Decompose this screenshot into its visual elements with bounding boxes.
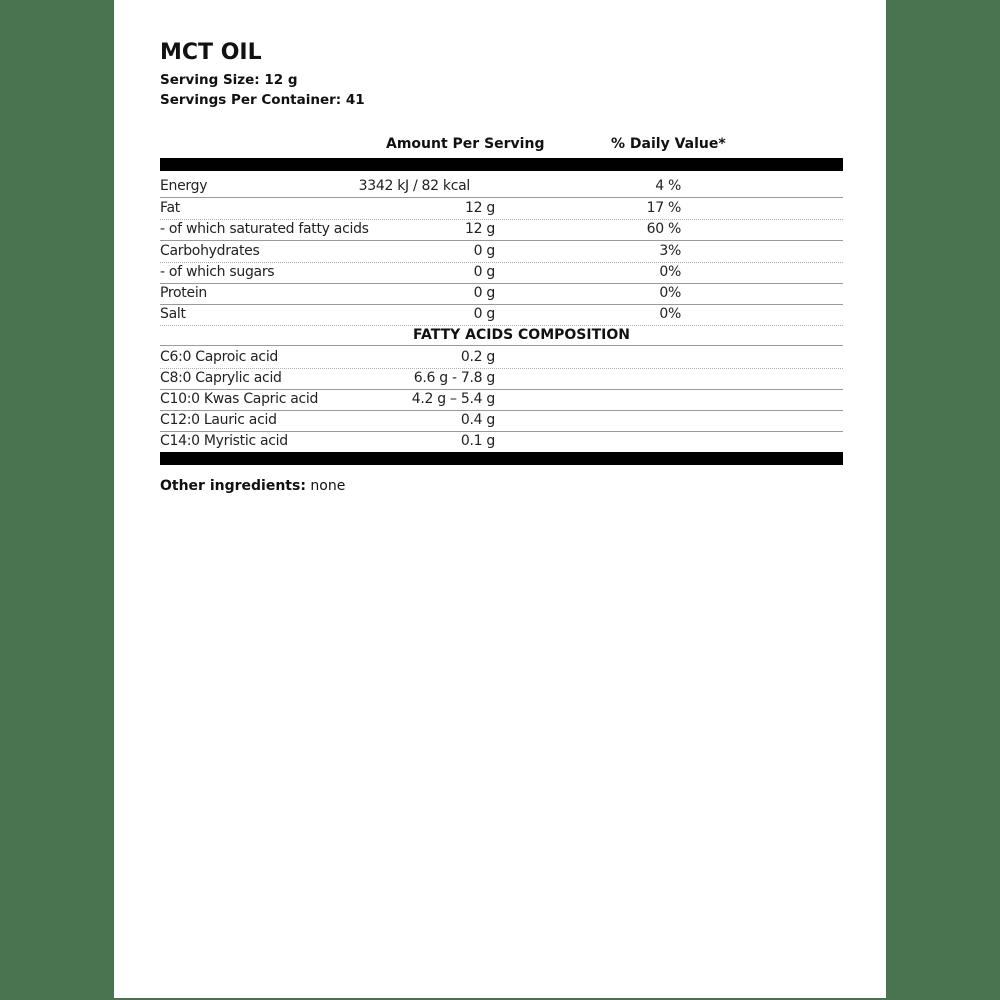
nutrient-dv: 0%: [659, 306, 681, 322]
nutrient-amount: 12 g: [465, 221, 495, 237]
nutrient-name: - of which saturated fatty acids: [160, 221, 369, 237]
nutrient-amount: 12 g: [465, 200, 495, 216]
nutrient-row-fat: [160, 198, 843, 220]
fatty-acids-heading: FATTY ACIDS COMPOSITION: [160, 325, 843, 346]
nutrient-dv: 4 %: [655, 178, 681, 194]
fatty-acid-amount: 6.6 g - 7.8 g: [413, 370, 495, 386]
nutrient-row-protein: [160, 283, 843, 305]
nutrition-label-page: [114, 0, 886, 998]
fatty-acid-amount: 4.2 g – 5.4 g: [411, 391, 495, 407]
serving-size: Serving Size: 12 g: [160, 72, 298, 88]
fatty-acid-row: [160, 368, 843, 390]
nutrient-amount: 0 g: [473, 285, 495, 301]
fatty-acid-row: [160, 347, 843, 369]
nutrient-row-sugars: [160, 262, 843, 284]
nutrient-amount: 0 g: [473, 306, 495, 322]
nutrient-name: Salt: [160, 306, 186, 322]
fatty-acid-name: C12:0 Lauric acid: [160, 412, 277, 428]
fatty-acid-amount: 0.4 g: [460, 412, 495, 428]
fatty-acid-amount: 0.1 g: [460, 433, 495, 449]
other-ingredients: [160, 478, 345, 494]
fatty-acid-name: C10:0 Kwas Capric acid: [160, 391, 319, 407]
product-title: MCT OIL: [160, 40, 262, 65]
nutrient-name: Protein: [160, 285, 207, 301]
nutrient-row-saturated: [160, 219, 843, 241]
nutrient-dv: 60 %: [646, 221, 681, 237]
bottom-divider-bar: [160, 452, 843, 465]
nutrient-row-energy: [160, 176, 843, 198]
fatty-acid-amount: 0.2 g: [460, 349, 495, 365]
nutrient-name: Fat: [160, 200, 180, 216]
nutrient-name: Carbohydrates: [160, 243, 260, 259]
nutrient-amount: 0 g: [473, 264, 495, 280]
fatty-acid-name: C14:0 Myristic acid: [160, 433, 288, 449]
servings-per-container: Servings Per Container: 41: [160, 92, 365, 108]
nutrient-row-salt: [160, 304, 843, 326]
fatty-acid-name: C6:0 Caproic acid: [160, 349, 279, 365]
column-header-amount: Amount Per Serving: [386, 136, 545, 152]
nutrient-amount: 3342 kJ / 82 kcal: [358, 178, 470, 194]
fatty-acid-row: [160, 389, 843, 411]
fatty-acid-row: [160, 410, 843, 432]
top-divider-bar: [160, 158, 843, 171]
nutrient-dv: 0%: [659, 285, 681, 301]
nutrient-dv: 3%: [659, 243, 681, 259]
column-header-daily-value: % Daily Value*: [611, 136, 726, 152]
other-ingredients-label: Other ingredients:: [160, 478, 306, 494]
fatty-acid-name: C8:0 Caprylic acid: [160, 370, 282, 386]
nutrient-row-carbohydrates: [160, 241, 843, 263]
fatty-acid-row: [160, 431, 843, 452]
nutrient-name: - of which sugars: [160, 264, 275, 280]
nutrient-dv: 0%: [659, 264, 681, 280]
nutrient-name: Energy: [160, 178, 208, 194]
other-ingredients-value: none: [310, 478, 346, 494]
nutrient-amount: 0 g: [473, 243, 495, 259]
nutrient-dv: 17 %: [646, 200, 681, 216]
